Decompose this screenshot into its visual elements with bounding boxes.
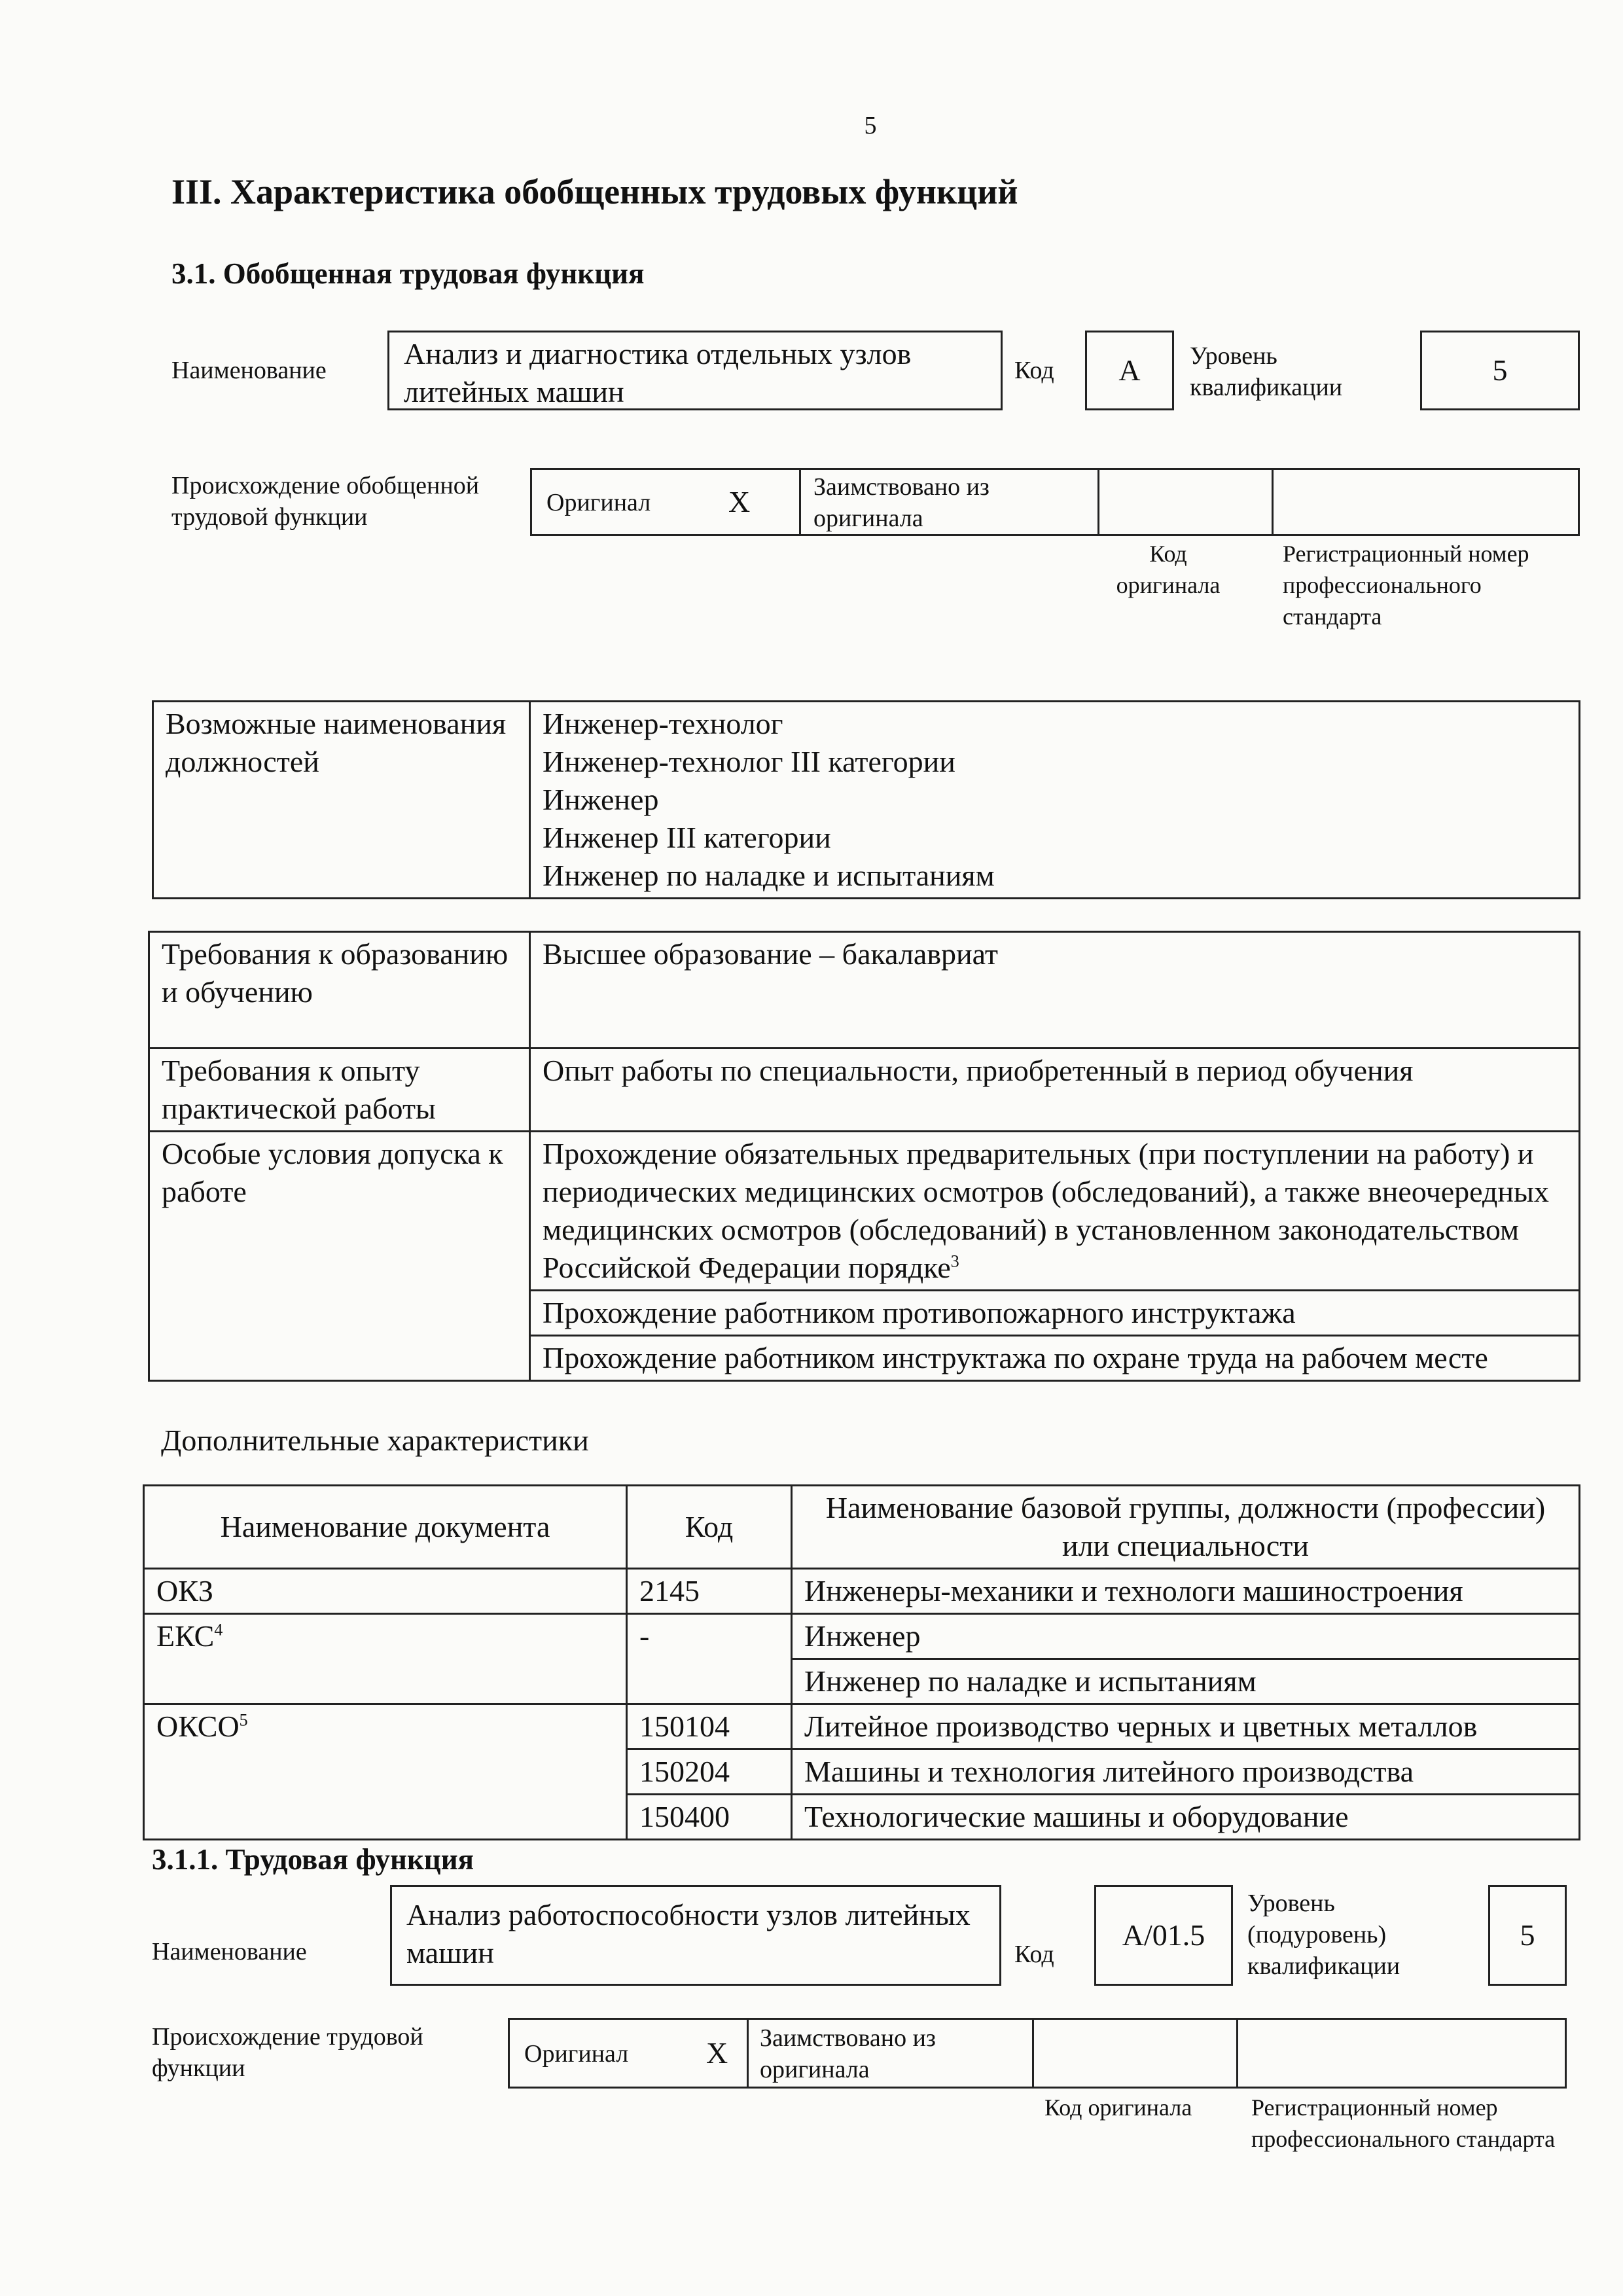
positions-list: [530, 702, 1580, 899]
eks-name-1: Инженер: [792, 1614, 1580, 1659]
tf-code-box: [1094, 1885, 1233, 1986]
tf-heading: 3.1.1. Трудовая функция: [152, 1843, 474, 1876]
exp-value: Опыт работы по специальности, приобретенный в период обучения: [530, 1049, 1580, 1132]
tf-name-value: Анализ работоспособности узлов литейных машин: [406, 1898, 971, 1969]
footnote-5: 5: [239, 1710, 248, 1730]
gtf-name-value: Анализ и диагностика отдельных узлов литейных машин: [404, 337, 912, 408]
gtf-origin-label: Происхождение обобщенной трудовой функции: [171, 472, 480, 531]
tf-origin-box: [508, 2018, 1567, 2089]
okso-code-3: 150400: [627, 1795, 792, 1840]
divider: [799, 470, 801, 534]
gtf-level-value: 5: [1492, 353, 1508, 387]
okso-name-3: Технологические машины и оборудование: [792, 1795, 1580, 1840]
special-1: Прохождение обязательных предварительных (при поступлении на работу) и периодических медицинских осмотров (обследований), а также внеочередных медицинских осмотров (обследований) в установленном законодательством Российской Федерации порядке: [543, 1137, 1549, 1284]
position-item: Инженер-технолог: [543, 707, 783, 740]
position-item: Инженер по наладке и испытаниям: [543, 859, 995, 892]
divider: [1272, 470, 1274, 534]
edu-value: Высшее образование – бакалавриат: [530, 932, 1580, 1049]
requirements-table: [148, 931, 1580, 1382]
col-code-header: Код: [627, 1486, 792, 1569]
footnote-4: 4: [214, 1620, 223, 1640]
positions-label: Возможные наименования должностей: [153, 702, 530, 899]
divider: [1236, 2020, 1238, 2087]
gtf-original-label: Оригинал: [546, 489, 651, 516]
special-1-cell: [530, 1132, 1580, 1291]
page-number: 5: [864, 112, 877, 139]
gtf-code-box: [1085, 331, 1174, 410]
gtf-level-label: Уровень квалификации: [1190, 342, 1343, 401]
footnote-3: 3: [950, 1251, 959, 1271]
additional-title: Дополнительные характеристики: [161, 1424, 589, 1457]
eks-doc-cell: [144, 1614, 627, 1704]
col-doc-header: Наименование документа: [144, 1486, 627, 1569]
tf-name-box: [390, 1885, 1001, 1986]
okso-doc-cell: [144, 1704, 627, 1840]
eks-code: -: [627, 1614, 792, 1704]
gtf-reg-caption: Регистрационный номер профессионального стандарта: [1283, 541, 1529, 630]
eks-doc: ЕКС: [156, 1619, 215, 1653]
edu-label: Требования к образованию и обучению: [149, 932, 530, 1049]
tf-level-box: [1488, 1885, 1567, 1986]
okz-name: Инженеры-механики и технологи машиностроения: [792, 1569, 1580, 1614]
tf-name-label: Наименование: [152, 1938, 307, 1965]
section-title: III. Характеристика обобщенных трудовых функций: [171, 172, 1018, 211]
okso-code-1: 150104: [627, 1704, 792, 1749]
gtf-level-box: [1420, 331, 1580, 410]
tf-code-label: Код: [1014, 1941, 1054, 1968]
tf-original-mark: X: [706, 2036, 728, 2070]
divider: [1032, 2020, 1034, 2087]
tf-origin-label: Происхождение трудовой функции: [152, 2023, 423, 2082]
okso-name-2: Машины и технология литейного производства: [792, 1749, 1580, 1795]
additional-table: [143, 1484, 1580, 1840]
special-3: Прохождение работником инструктажа по охране труда на рабочем месте: [530, 1336, 1580, 1381]
divider: [747, 2020, 749, 2087]
gtf-heading: 3.1. Обобщенная трудовая функция: [171, 257, 645, 290]
gtf-borrowed-label: Заимствовано из оригинала: [813, 473, 990, 532]
gtf-name-box: [387, 331, 1003, 410]
position-item: Инженер III категории: [543, 821, 831, 854]
okso-code-2: 150204: [627, 1749, 792, 1795]
tf-code-orig-caption: Код оригинала: [1044, 2094, 1192, 2121]
special-2: Прохождение работником противопожарного инструктажа: [530, 1291, 1580, 1336]
tf-borrowed-label: Заимствовано из оригинала: [760, 2024, 936, 2083]
position-item: Инженер: [543, 783, 659, 816]
tf-level-label: Уровень (подуровень) квалификации: [1247, 1890, 1400, 1980]
exp-label: Требования к опыту практической работы: [149, 1049, 530, 1132]
tf-code-value: A/01.5: [1122, 1918, 1205, 1952]
tf-original-label: Оригинал: [524, 2040, 629, 2068]
eks-name-2: Инженер по наладке и испытаниям: [792, 1659, 1580, 1704]
gtf-original-mark: X: [728, 485, 751, 518]
gtf-code-label: Код: [1014, 357, 1054, 384]
tf-level-value: 5: [1520, 1918, 1535, 1952]
okz-code: 2145: [627, 1569, 792, 1614]
positions-table: [152, 700, 1580, 899]
gtf-origin-box: [530, 468, 1580, 536]
okz-doc: ОКЗ: [144, 1569, 627, 1614]
tf-reg-caption: Регистрационный номер профессионального стандарта: [1251, 2094, 1556, 2152]
okso-name-1: Литейное производство черных и цветных металлов: [792, 1704, 1580, 1749]
gtf-code-orig-caption: Код оригинала: [1116, 541, 1221, 598]
col-name-header: Наименование базовой группы, должности (профессии) или специальности: [792, 1486, 1580, 1569]
position-item: Инженер-технолог III категории: [543, 745, 955, 778]
gtf-name-label: Наименование: [171, 357, 327, 384]
divider: [1097, 470, 1099, 534]
gtf-code-value: A: [1118, 353, 1141, 387]
okso-doc: ОКСО: [156, 1710, 240, 1743]
special-label: Особые условия допуска к работе: [149, 1132, 530, 1381]
